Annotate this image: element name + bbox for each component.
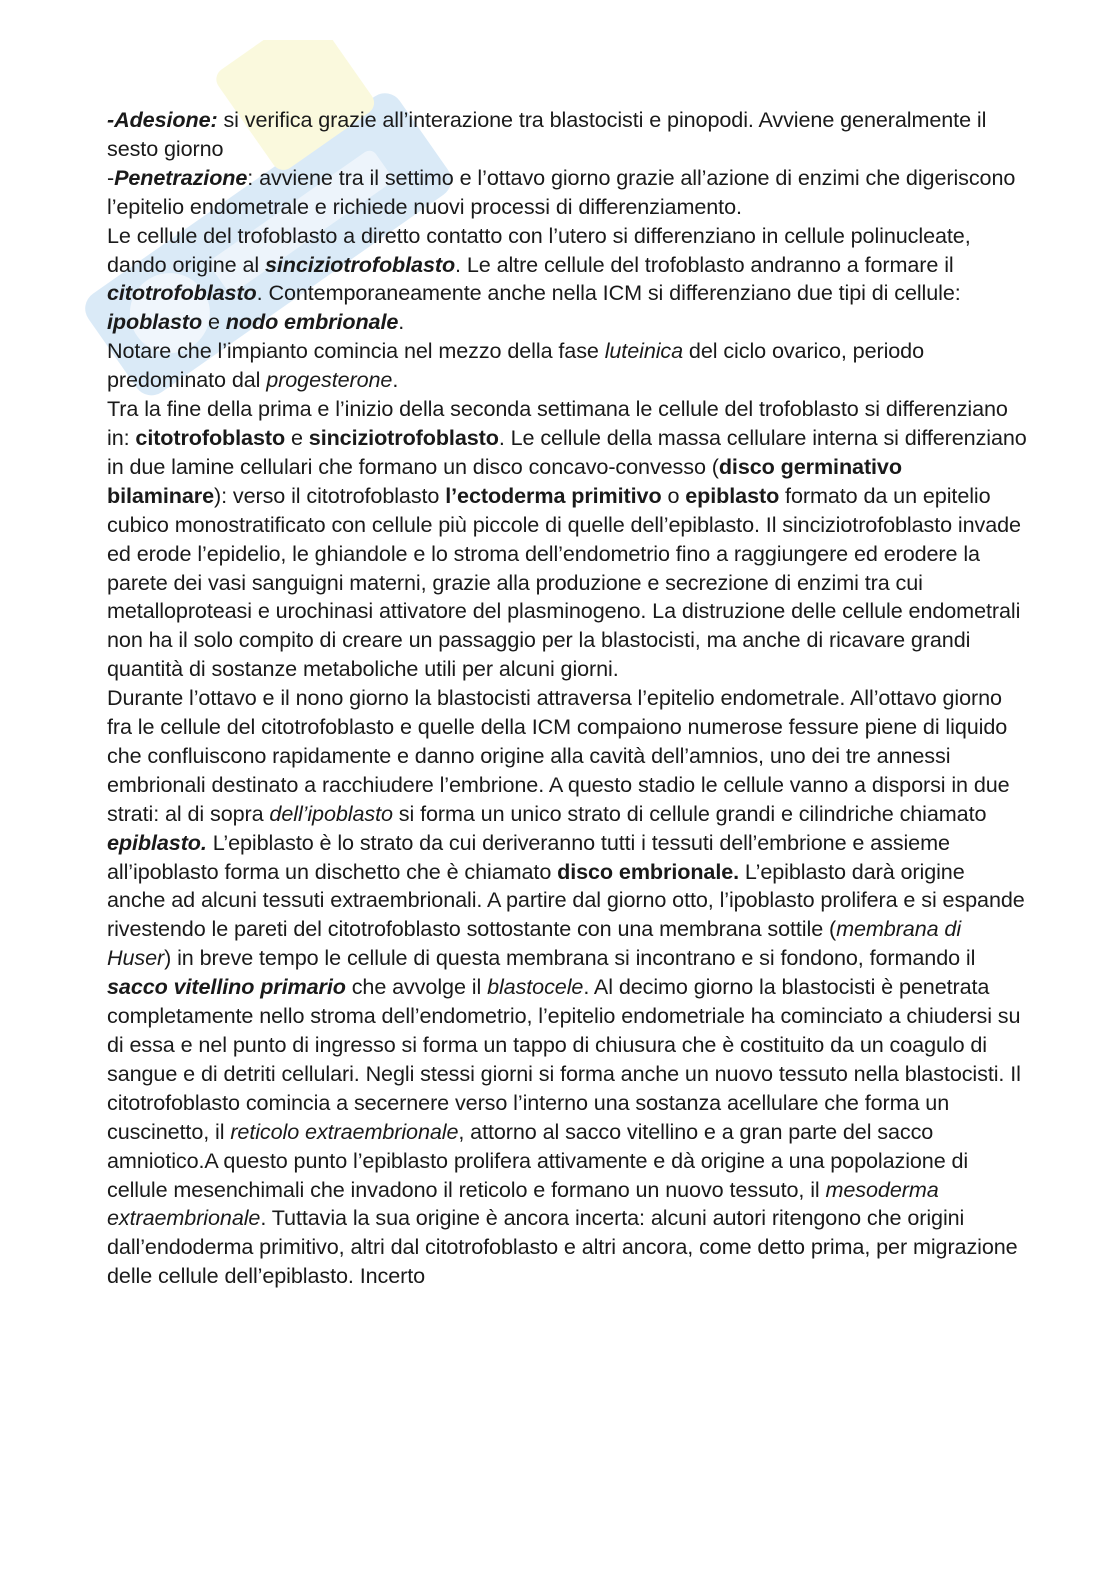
emphasis-text: blastocele (487, 974, 584, 1000)
emphasis-text: citotrofoblasto (107, 280, 257, 306)
text-run: . Le cellule della massa cellulare interna si differenziano in due lamine cellulari che formano un disco concavo-convesso ( (107, 424, 1027, 479)
paragraph (107, 164, 1027, 222)
emphasis-text: epiblasto. (107, 829, 207, 855)
text-run: e (202, 309, 226, 335)
emphasis-text: l’ectoderma primitivo (445, 482, 662, 508)
text-run: ) in breve tempo le cellule di questa membrana si incontrano e si fondono, formando il (164, 945, 976, 971)
emphasis-text: reticolo extraembrionale (230, 1118, 459, 1144)
emphasis-text: sinciziotrofoblasto (308, 424, 499, 450)
text-run: o (661, 482, 686, 508)
emphasis-text: citotrofoblasto (135, 424, 286, 450)
document-body (107, 106, 1027, 1291)
text-run: . (392, 367, 399, 393)
emphasis-text: -Adesione: (107, 107, 218, 132)
text-run: , attorno al sacco vitellino e a gran parte del sacco amniotico.A questo punto l’epiblasto prolifera attivamente e dà origine a una popolazione di cellule mesenchimali che invadono il reticolo e formano un nuovo tessuto, il (107, 1118, 969, 1202)
text-run: e (285, 424, 309, 450)
text-run: formato da un epitelio cubico monostratificato con cellule più piccole di quelle dell’epiblasto. Il sinciziotrofoblasto invade ed erode l’epidelio, le ghiandole e lo stroma dell’endometrio fino a raggiungere ed erodere la parete dei vasi sanguigni materni, grazie alla produzione e secrezione di enzimi tra cui metalloproteasi e urochinasi attivatore del plasminogeno. La distruzione delle cellule endometrali non ha il solo compito di creare un passaggio per la blastocisti, ma anche di ricavare grandi quantità di sostanze metaboliche utili per alcuni giorni. (107, 482, 1021, 682)
emphasis-text: nodo embrionale (225, 309, 399, 335)
emphasis-text: Penetrazione (114, 164, 248, 190)
text-run: . Tuttavia la sua origine è ancora incerta: alcuni autori ritengono che origini dall’endoderma primitivo, altri dal citotrofoblasto e altri ancora, come detto prima, per migrazione delle cellule dell’epiblasto. Incerto (107, 1205, 1018, 1289)
text-run: del ciclo ovarico, periodo predominato dal (107, 338, 924, 393)
text-run: Tra la fine della prima e l’inizio della seconda settimana le cellule del trofoblasto si differenziano in: (107, 396, 1008, 450)
emphasis-text: progesterone (266, 367, 393, 393)
emphasis-text: luteinica (604, 338, 684, 364)
paragraph (107, 395, 1027, 684)
text-run: L’epiblasto è lo strato da cui deriveranno tutti i tessuti dell’embrione e assieme all’ipoblasto forma un dischetto che è chiamato (107, 829, 950, 884)
emphasis-text: disco germinativo bilaminare (107, 453, 902, 508)
text-run: . Le altre cellule del trofoblasto andranno a formare il (455, 251, 954, 277)
emphasis-text: epiblasto (685, 482, 780, 508)
text-run: - (107, 164, 115, 190)
text-run: che avvolge il (345, 974, 488, 1000)
emphasis-text: membrana di Huser (107, 916, 962, 971)
text-run: . Contemporaneamente anche nella ICM si differenziano due tipi di cellule: (256, 280, 961, 306)
text-run: Durante l’ottavo e il nono giorno la blastocisti attraversa l’epitelio endometrale. All’ottavo giorno fra le cellule del citotrofoblasto e quelle della ICM compaiono numerose fessure piene di liquido che confluiscono rapidamente e danno origine alla cavità dell’amnios, uno dei tre annessi embrionali destinato a racchiudere l’embrione. A questo stadio le cellule vanno a disporsi in due strati: al di sopra (107, 685, 1010, 826)
text-run: L’epiblasto darà origine anche ad alcuni tessuti extraembrionali. A partire dal giorno otto, l’ipoblasto prolifera e si espande rivestendo le pareti del citotrofoblasto sottostante con una membrana sottile ( (107, 858, 1025, 942)
emphasis-text: disco embrionale. (557, 858, 740, 884)
text-run: : avviene tra il settimo e l’ottavo giorno grazie all’azione di enzimi che digeriscono l’epitelio endometrale e richiede nuovi processi di differenziamento. (107, 164, 1016, 219)
emphasis-text: sinciziotrofoblasto (264, 251, 456, 277)
emphasis-text: sacco vitellino primario (107, 974, 346, 1000)
paragraph (107, 106, 1027, 164)
text-run: . (398, 309, 405, 335)
text-run: Le cellule del trofoblasto a diretto contatto con l’utero si differenziano in cellule polinucleate, dando origine al (107, 222, 971, 277)
text-run: Notare che l’impianto comincia nel mezzo della fase (107, 338, 605, 364)
text-run: si verifica grazie all’interazione tra blastocisti e pinopodi. Avviene generalmente il sesto giorno (107, 107, 987, 161)
emphasis-text: mesoderma extraembrionale (107, 1176, 939, 1231)
text-run: si forma un unico strato di cellule grandi e cilindriche chiamato (392, 800, 987, 826)
emphasis-text: ipoblasto (107, 309, 203, 335)
text-run: . Al decimo giorno la blastocisti è penetrata completamente nello stroma dell’endometrio, l’epitelio endometriale ha cominciato a chiudersi su di essa e nel punto di ingresso si forma un tappo di chiusura che è costituito da un coagulo di sangue e di detriti cellulari. Negli stessi giorni si forma anche un nuovo tessuto nella blastocisti. Il citotrofoblasto comincia a secernere verso l’interno una sostanza acellulare che forma un cuscinetto, il (107, 974, 1021, 1144)
emphasis-text: dell’ipoblasto (269, 800, 393, 826)
paragraph (107, 684, 1027, 1291)
paragraph (107, 337, 1027, 395)
text-run: ): verso il citotrofoblasto (214, 482, 446, 508)
paragraph (107, 222, 1027, 338)
